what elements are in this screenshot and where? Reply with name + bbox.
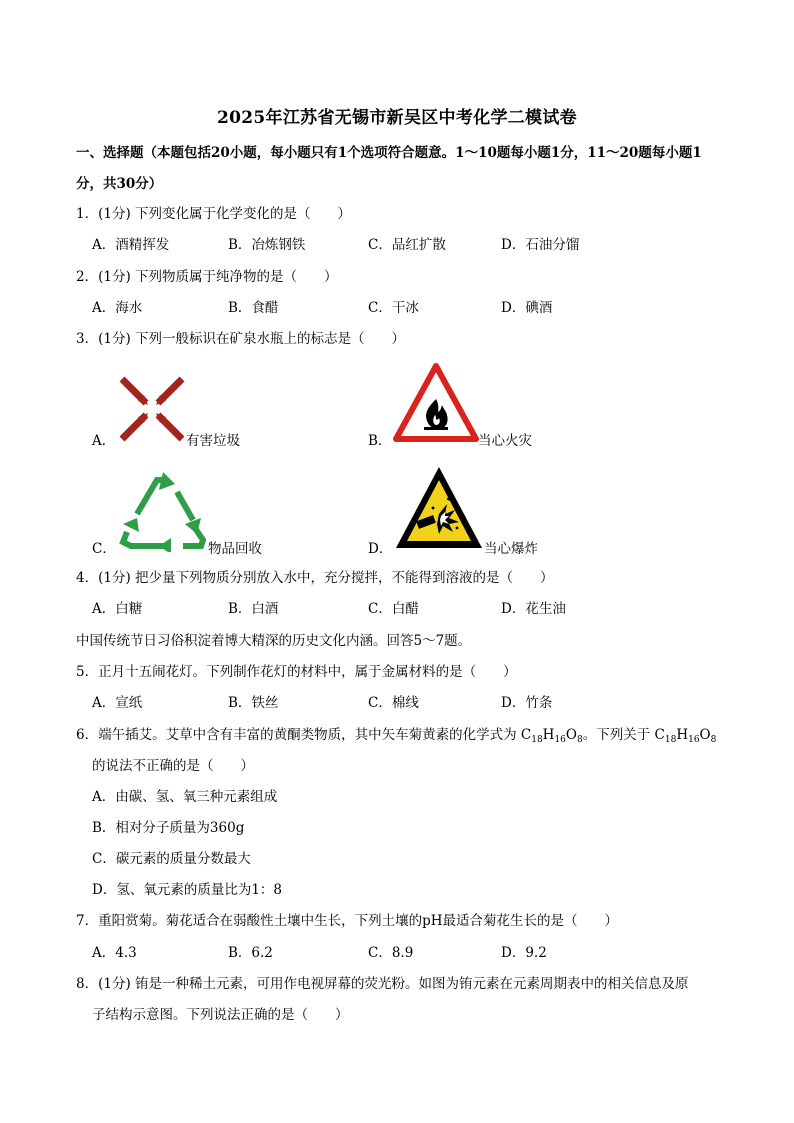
question-1-option-c: C．品红扩散 [368,237,446,253]
question-2-option-d: D．碘酒 [501,300,553,316]
explosion-warning-icon [393,464,485,552]
question-8-stem-line1: 8．(1分) 铕是一种稀土元素，可用作电视屏幕的荧光粉。如图为铕元素在元素周期表中的相关信息及原 [76,976,689,992]
question-4-option-b: B．白酒 [228,601,279,617]
question-3-option-d-label: 当心爆炸 [484,541,538,557]
question-5-option-c: C．棉线 [368,695,419,711]
question-2-option-b: B．食醋 [228,300,279,316]
question-3-option-a-label: 有害垃圾 [186,433,240,449]
question-3-option-c-letter: C． [92,541,116,557]
section-header-line1: 一、选择题（本题包括20小题，每小题只有1个选项符合题意。1～10题每小题1分，11～20题每小题1 [76,145,702,161]
question-4-stem: 4．(1分) 把少量下列物质分别放入水中，充分搅拌，不能得到溶液的是（ ） [76,570,554,586]
question-6-option-a: A．由碳、氢、氧三种元素组成 [92,789,278,805]
harmful-waste-icon [118,375,186,443]
question-7-option-c: C．8.9 [368,945,414,961]
question-5-option-a: A．宣纸 [92,695,143,711]
fire-warning-icon [393,363,479,443]
question-3-option-d-letter: D． [368,541,393,557]
question-7-option-b: B．6.2 [228,945,273,961]
question-4-option-a: A．白糖 [92,601,143,617]
question-5-stem: 5．正月十五闹花灯。下列制作花灯的材料中，属于金属材料的是（ ） [76,664,517,680]
question-6-option-d: D．氢、氧元素的质量比为1：8 [92,882,283,898]
question-6-stem-line1: 6．端午插艾。艾草中含有丰富的黄酮类物质，其中矢车菊黄素的化学式为 $C_{18}H_{16}O_8$。下列关于 $C_{18}H_{16}O_8$ [76,727,717,745]
question-4-option-c: C．白醋 [368,601,419,617]
question-1-option-d: D．石油分馏 [501,237,580,253]
question-1-stem: 1．(1分) 下列变化属于化学变化的是（ ） [76,206,352,222]
question-7-option-d: D．9.2 [501,945,547,961]
question-3-option-c-label: 物品回收 [208,541,262,557]
question-2-option-c: C．干冰 [368,300,419,316]
recycle-icon [117,470,209,552]
question-7-stem: 7．重阳赏菊。菊花适合在弱酸性土壤中生长，下列土壤的pH最适合菊花生长的是（ ） [76,913,619,929]
question-2-option-a: A．海水 [92,300,143,316]
question-6-stem-line2: 的说法不正确的是（ ） [92,758,254,774]
question-1-option-a: A．酒精挥发 [92,237,170,253]
question-3-option-b-label: 当心火灾 [478,433,532,449]
reading-passage: 中国传统节日习俗积淀着博大精深的历史文化内涵。回答5～7题。 [76,633,472,649]
question-1-option-b: B．冶炼钢铁 [228,237,306,253]
question-5-option-b: B．铁丝 [228,695,279,711]
question-6-option-c: C．碳元素的质量分数最大 [92,851,251,867]
question-3-option-a-letter: A． [92,433,116,449]
question-2-stem: 2．(1分) 下列物质属于纯净物的是（ ） [76,269,338,285]
question-3-stem: 3．(1分) 下列一般标识在矿泉水瓶上的标志是（ ） [76,331,406,347]
question-7-option-a: A．4.3 [92,945,137,961]
question-6-option-b: B．相对分子质量为360g [92,820,245,836]
question-3-option-b-letter: B． [368,433,392,449]
page-title: 2025年江苏省无锡市新吴区中考化学二模试卷 [217,108,577,128]
section-header-line2: 分，共30分） [76,176,163,192]
question-4-option-d: D．花生油 [501,601,566,617]
question-5-option-d: D．竹条 [501,695,553,711]
question-8-stem-line2: 子结构示意图。下列说法正确的是（ ） [92,1007,349,1023]
